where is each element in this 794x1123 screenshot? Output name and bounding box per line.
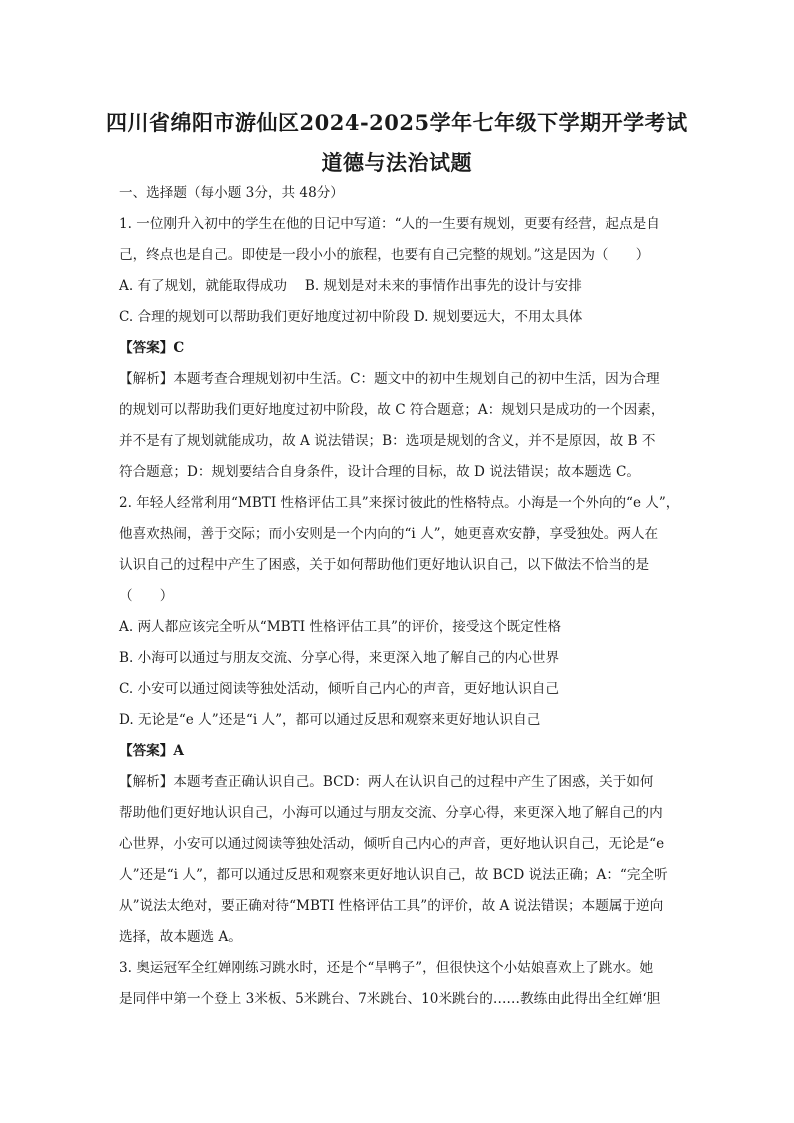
question-2-analysis: 【解析】本题考查正确认识自己。BCD：两人在认识自己的过程中产生了困惑，关于如何 bbox=[119, 774, 654, 790]
question-3-stem-cont: 是同伴中第一个登上 3米板、5米跳台、7米跳台、10米跳台的……教练由此得出全红婵‘胆 bbox=[119, 991, 661, 1007]
question-2-option-b: B. 小海可以通过与朋友交流、分享心得，来更深入地了解自己的内心世界 bbox=[119, 650, 560, 666]
question-1-options-ab: A. 有了规划，就能取得成功 B. 规划是对未来的事情作出事先的设计与安排 bbox=[119, 278, 582, 294]
question-2-answer: 【答案】A bbox=[119, 743, 184, 759]
question-2-stem: 2. 年轻人经常利用“MBTI 性格评估工具”来探讨彼此的性格特点。小海是一个外向的“e 人”， bbox=[119, 495, 680, 511]
question-1-analysis-line: 符合题意；D：规划要结合自身条件，设计合理的目标，故 D 说法错误；故本题选 C。 bbox=[119, 464, 640, 480]
question-1-analysis-line: 并不是有了规划就能成功，故 A 说法错误；B：选项是规划的含义，并不是原因，故 B 不 bbox=[119, 433, 656, 449]
question-1-options-cd: C. 合理的规划可以帮助我们更好地度过初中阶段 D. 规划要远大，不用太具体 bbox=[119, 309, 583, 325]
question-2-option-a: A. 两人都应该完全听从“MBTI 性格评估工具”的评价，接受这个既定性格 bbox=[119, 619, 562, 635]
question-2-option-d: D. 无论是“e 人”还是“i 人”，都可以通过反思和观察来更好地认识自己 bbox=[119, 712, 541, 728]
question-2-analysis-line: 心世界，小安可以通过阅读等独处活动，倾听自己内心的声音，更好地认识自己，无论是“e bbox=[119, 836, 665, 852]
question-2-analysis-line: 选择，故本题选 A。 bbox=[119, 929, 242, 945]
question-3-stem: 3. 奥运冠军全红婵刚练习跳水时，还是个“旱鸭子”，但很快这个小姑娘喜欢上了跳水。她 bbox=[119, 960, 654, 976]
question-2-stem-cont: 他喜欢热闹，善于交际；而小安则是一个内向的“i 人”，她更喜欢安静，享受独处。两人在 bbox=[119, 526, 659, 542]
question-1-analysis: 【解析】本题考查合理规划初中生活。C：题文中的初中生规划自己的初中生活，因为合理 bbox=[119, 371, 660, 387]
question-2-analysis-line: 人”还是“i 人”，都可以通过反思和观察来更好地认识自己，故 BCD 说法正确；A：“完全听 bbox=[119, 867, 668, 883]
question-2-analysis-line: 从”说法太绝对，要正确对待“MBTI 性格评估工具”的评价，故 A 说法错误；本题属于逆向 bbox=[119, 898, 664, 914]
question-2-analysis-line: 帮助他们更好地认识自己，小海可以通过与朋友交流、分享心得，来更深入地了解自己的内 bbox=[119, 805, 663, 821]
document-subtitle: 道德与法治试题 bbox=[321, 150, 472, 175]
question-2-stem-cont: 认识自己的过程中产生了困惑，关于如何帮助他们更好地认识自己，以下做法不恰当的是 bbox=[119, 557, 650, 573]
document-title: 四川省绵阳市游仙区2024-2025学年七年级下学期开学考试 bbox=[106, 110, 688, 135]
question-1-stem-cont: 己，终点也是自己。即使是一段小小的旅程，也要有自己完整的规划。”这是因为（ ） bbox=[119, 247, 650, 263]
question-1-answer: 【答案】C bbox=[119, 340, 185, 356]
question-1-analysis-line: 的规划可以帮助我们更好地度过初中阶段，故 C 符合题意；A：规划只是成功的一个因素， bbox=[119, 402, 665, 418]
question-2-option-c: C. 小安可以通过阅读等独处活动，倾听自己内心的声音，更好地认识自己 bbox=[119, 681, 559, 697]
question-2-bracket: （ ） bbox=[119, 588, 174, 604]
question-1-stem: 1. 一位刚升入初中的学生在他的日记中写道：“人的一生要有规划，更要有经营，起点是自 bbox=[119, 216, 660, 232]
section-heading: 一、选择题（每小题 3分，共 48分） bbox=[119, 185, 344, 201]
